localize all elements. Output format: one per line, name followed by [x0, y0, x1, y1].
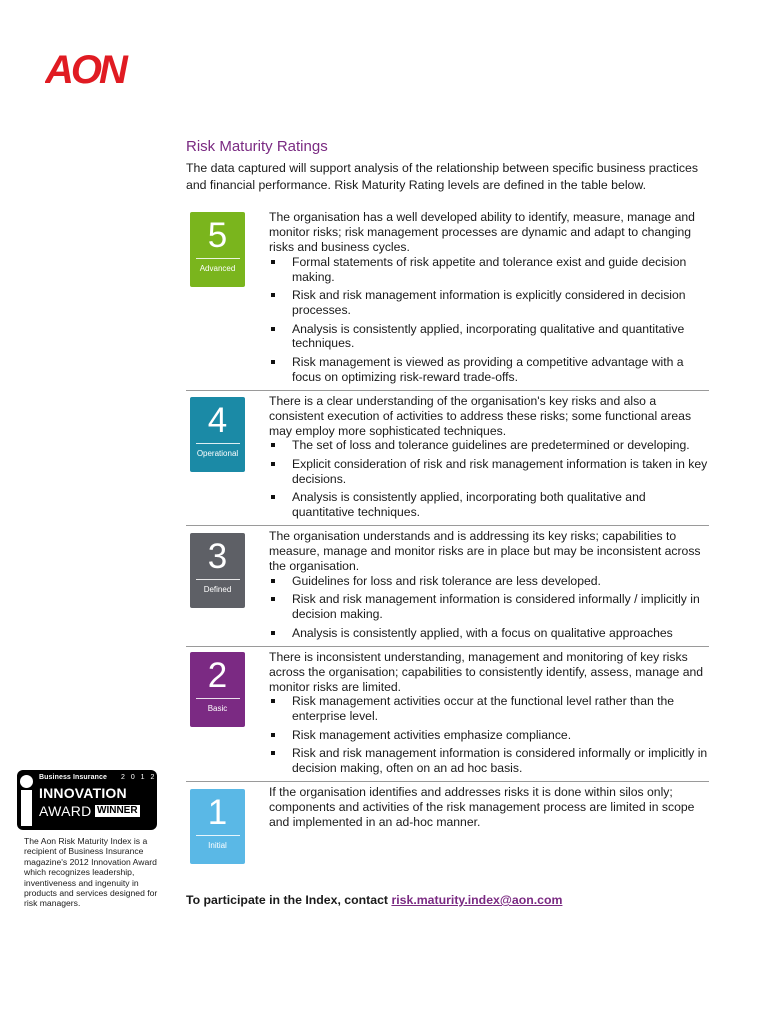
- level-bullets: [269, 255, 709, 385]
- badge-divider: [196, 835, 240, 836]
- badge-divider: [196, 443, 240, 444]
- level-number: 4: [207, 400, 228, 440]
- level-content: [269, 210, 709, 385]
- award-i-stem-icon: [21, 790, 32, 826]
- level-badge-4: [190, 397, 245, 472]
- level-badge-3: [190, 533, 245, 608]
- level-badge-1: [190, 789, 245, 864]
- bullet-item: Risk and risk management information is considered informally / implicitly in decision making.: [269, 592, 709, 622]
- level-bullets: [269, 694, 709, 776]
- level-number: 1: [207, 793, 228, 833]
- level-content: [269, 785, 709, 830]
- contact-line: [186, 893, 562, 907]
- level-bullets: [269, 574, 709, 641]
- badge-divider: [196, 258, 240, 259]
- level-description: If the organisation identifies and addresses risks it is done within silos only; components and activities of the risk management process are limited in scope and implemented in an ad-hoc manner.: [269, 785, 695, 829]
- contact-email-link[interactable]: risk.maturity.index@aon.com: [391, 893, 563, 907]
- badge-divider: [196, 698, 240, 699]
- award-winner-tag: WINNER: [97, 805, 138, 816]
- level-badge-2: [190, 652, 245, 727]
- award-i-dot-icon: [20, 775, 33, 788]
- aon-logo: [45, 45, 141, 87]
- contact-text: To participate in the Index, contact: [186, 893, 392, 907]
- level-description: The organisation has a well developed ability to identify, measure, manage and monitor risks; risk management processes are dynamic and adapt to changing risks and business cycles.: [269, 210, 695, 254]
- aon-logo-text: AON: [45, 48, 125, 87]
- page-title: Risk Maturity Ratings: [186, 138, 328, 155]
- intro-paragraph: The data captured will support analysis of the relationship between specific business practices and financial performance. Risk Maturity Rating levels are defined in the table below.: [186, 161, 698, 192]
- innovation-award-badge: [17, 770, 157, 830]
- bullet-item: Explicit consideration of risk and risk management information is taken in key decisions.: [269, 457, 709, 487]
- bullet-item: Analysis is consistently applied, incorporating qualitative and quantitative techniques.: [269, 322, 709, 352]
- level-name: Initial: [208, 841, 227, 851]
- award-title: INNOVATION: [39, 785, 127, 801]
- bullet-item: The set of loss and tolerance guidelines are predetermined or developing.: [269, 438, 709, 453]
- level-content: [269, 529, 709, 641]
- level-description: The organisation understands and is addressing its key risks; capabilities to measure, manage and monitor risks are in place but may be inconsistent across the organisation.: [269, 529, 701, 573]
- level-row-2: [186, 647, 709, 782]
- bullet-item: Analysis is consistently applied, incorporating both qualitative and quantitative techniques.: [269, 490, 709, 520]
- level-number: 3: [207, 537, 228, 577]
- level-description: There is a clear understanding of the organisation's key risks and also a consistent execution of activities to address these risks; some functional areas may employ more sophisticated techniques.: [269, 393, 692, 438]
- bullet-item: Formal statements of risk appetite and tolerance exist and guide decision making.: [269, 255, 709, 285]
- level-badge-5: [190, 212, 245, 287]
- maturity-levels-table: [186, 208, 709, 866]
- bullet-item: Risk and risk management information is considered informally or implicitly in decision making, often on an ad hoc basis.: [269, 746, 709, 776]
- level-row-3: [186, 526, 709, 647]
- level-name: Operational: [196, 448, 239, 458]
- award-year: 2 0 1 2: [121, 774, 157, 781]
- bullet-item: Risk and risk management information is explicitly considered in decision processes.: [269, 288, 709, 318]
- award-caption: The Aon Risk Maturity Index is a recipient of Business Insurance magazine's 2012 Innovation Award which recognizes leadership, inventiveness and ingenuity in products and services designed for risk managers.: [24, 836, 158, 909]
- level-bullets: [269, 438, 709, 520]
- badge-divider: [196, 579, 240, 580]
- level-number: 2: [207, 655, 228, 695]
- bullet-item: Risk management activities occur at the functional level rather than the enterprise level.: [269, 694, 709, 724]
- level-name: Basic: [207, 703, 228, 713]
- level-content: [269, 650, 709, 776]
- level-row-5: [186, 208, 709, 391]
- level-description: There is inconsistent understanding, management and monitoring of key risks across the organisation; capabilities to consistently identify, assess, manage and monitor risks are limited.: [269, 649, 704, 694]
- level-row-4: [186, 391, 709, 526]
- level-content: [269, 394, 709, 520]
- award-subtitle: AWARD: [39, 803, 92, 819]
- bullet-item: Risk management is viewed as providing a competitive advantage with a focus on optimizing risk-reward trade-offs.: [269, 355, 709, 385]
- level-number: 5: [207, 216, 228, 255]
- level-name: Advanced: [199, 264, 236, 273]
- bullet-item: Guidelines for loss and risk tolerance are less developed.: [269, 574, 709, 589]
- level-name: Defined: [203, 585, 232, 595]
- level-row-1: [186, 782, 709, 866]
- bullet-item: Analysis is consistently applied, with a focus on qualitative approaches: [269, 626, 709, 641]
- bullet-item: Risk management activities emphasize compliance.: [269, 728, 709, 743]
- award-publication: Business Insurance: [39, 774, 107, 781]
